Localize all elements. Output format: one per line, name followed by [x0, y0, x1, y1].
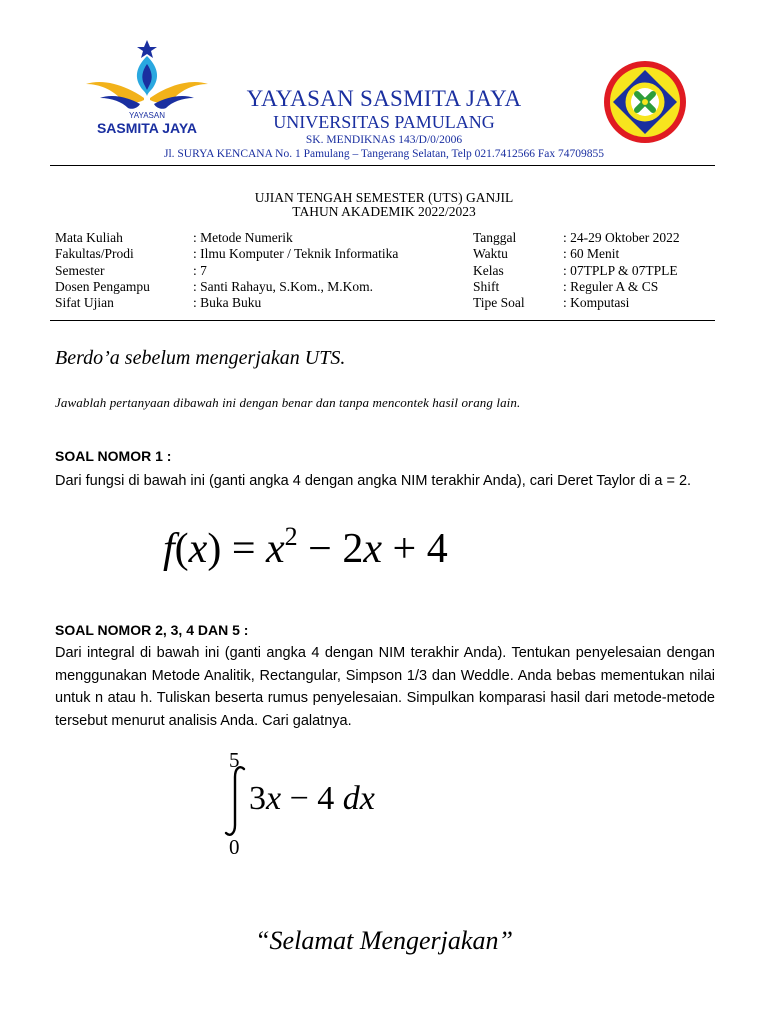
- formula-equals: =: [221, 526, 267, 572]
- info-label: Sifat Ujian: [55, 295, 114, 311]
- formula-f: f: [163, 526, 175, 572]
- info-label: Semester: [55, 262, 105, 278]
- formula-rparen: ): [207, 526, 222, 572]
- info-value: : Metode Numerik: [193, 230, 293, 245]
- info-label: Mata Kuliah: [55, 230, 123, 245]
- decree-number: SK. MENDIKNAS 143/D/0/2006: [305, 134, 463, 146]
- integrand-minus: − 4: [281, 780, 343, 817]
- info-value: : 24-29 Oktober 2022: [563, 230, 680, 245]
- info-value: : Komputasi: [563, 295, 630, 311]
- formula-exponent: 2: [284, 522, 298, 551]
- q1-heading: SOAL NOMOR 1 :: [55, 448, 172, 464]
- header-divider: [50, 165, 715, 166]
- closing-line: “Selamat Mengerjakan”: [255, 926, 513, 955]
- formula-plus-term: + 4: [382, 526, 448, 572]
- integrand-x: x: [266, 780, 282, 817]
- info-label: Fakultas/Prodi: [55, 246, 134, 262]
- q1-text: Dari fungsi di bawah ini (ganti angka 4 dengan angka NIM terakhir Anda), cari Deret Taylor di a = 2.: [55, 473, 692, 489]
- formula-minus-term: − 2: [297, 526, 364, 572]
- integrand-coef: 3: [249, 780, 266, 817]
- q1-formula: [163, 522, 448, 573]
- info-label: Dosen Pengampu: [55, 278, 150, 294]
- info-value: : Buka Buku: [193, 295, 262, 311]
- info-divider: [50, 320, 715, 321]
- university-name: UNIVERSITAS PAMULANG: [273, 112, 495, 132]
- info-label: Shift: [473, 278, 500, 294]
- integral-lower-limit: 0: [229, 835, 240, 859]
- info-left-values: [193, 230, 398, 311]
- info-value: : 07TPLP & 07TPLE: [563, 262, 678, 278]
- info-value: : Reguler A & CS: [563, 278, 659, 294]
- info-label: Kelas: [473, 262, 504, 278]
- info-value: : Ilmu Komputer / Teknik Informatika: [193, 246, 399, 262]
- formula-x-linear: x: [363, 526, 383, 572]
- info-right-labels: [473, 230, 525, 311]
- info-left-labels: [55, 230, 150, 311]
- q2-text: Dari integral di bawah ini (ganti angka 4 dengan NIM terakhir Anda). Tentukan penyelesaian dengan menggunakan Metode Analitik, Rectangular, Simpson 1/3 dan Weddle. Anda bebas mementukan nilai untuk n atau h. Tuliskan beserta rumus penyelesaian. Simpulkan komparasi hasil dari metode-metode tersebut menurut analisis Anda. Cari galatnya.: [55, 645, 715, 729]
- q2-heading: SOAL NOMOR 2, 3, 4 DAN 5 :: [55, 622, 249, 638]
- info-value: : 60 Menit: [563, 246, 620, 262]
- logo-top-text: YAYASAN: [128, 111, 166, 120]
- info-label: Tipe Soal: [473, 295, 525, 311]
- formula-x: x: [188, 526, 208, 572]
- info-right-values: [563, 230, 680, 311]
- info-label: Waktu: [473, 246, 508, 262]
- logo-bottom-text: SASMITA JAYA: [96, 120, 198, 136]
- exam-year: TAHUN AKADEMIK 2022/2023: [292, 204, 476, 219]
- integral-upper-limit: 5: [229, 748, 240, 772]
- instruction-line: Jawablah pertanyaan dibawah ini dengan benar dan tanpa mencontek hasil orang lain.: [55, 395, 521, 410]
- info-label: Tanggal: [473, 230, 517, 245]
- integrand: [249, 780, 375, 818]
- formula-x-squared: x: [266, 526, 285, 572]
- prayer-line: Berdo’a sebelum mengerjakan UTS.: [55, 347, 346, 369]
- info-value: : Santi Rahayu, S.Kom., M.Kom.: [193, 278, 374, 294]
- integral-sign-icon: [220, 765, 250, 837]
- info-value: : 7: [193, 262, 207, 278]
- address-line: Jl. SURYA KENCANA No. 1 Pamulang – Tangerang Selatan, Telp 021.7412566 Fax 74709855: [163, 148, 605, 160]
- integrand-dx: dx: [342, 780, 375, 817]
- org-name: YAYASAN SASMITA JAYA: [246, 86, 522, 111]
- exam-title: UJIAN TENGAH SEMESTER (UTS) GANJIL: [254, 190, 514, 205]
- formula-lparen: (: [174, 526, 189, 572]
